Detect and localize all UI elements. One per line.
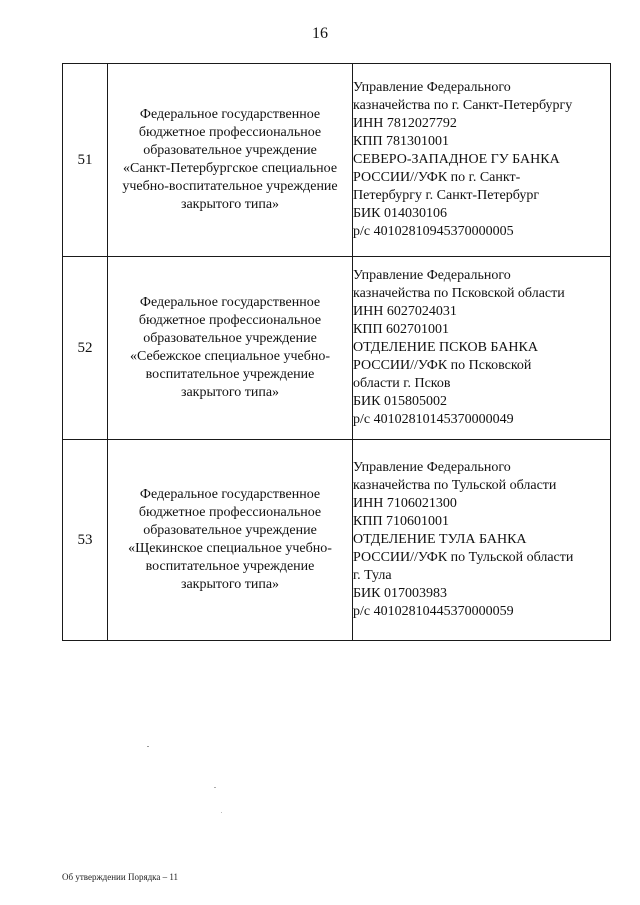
scan-speck xyxy=(214,787,216,788)
bank-details-line: Управление Федерального xyxy=(353,268,511,283)
organization-line: образовательное учреждение xyxy=(143,331,317,346)
organization-line: образовательное учреждение xyxy=(143,143,317,158)
requisites-table xyxy=(62,63,611,641)
bank-details-line: р/с 40102810445370000059 xyxy=(353,604,514,619)
organization-line: бюджетное профессиональное xyxy=(138,313,322,328)
bank-details-line: ОТДЕЛЕНИЕ ПСКОВ БАНКА xyxy=(353,340,538,355)
organization-cell xyxy=(108,257,353,440)
bank-details-line: Петербургу г. Санкт-Петербург xyxy=(353,188,540,203)
document-footer: Об утверждении Порядка – 11 xyxy=(62,872,179,882)
page-number: 16 xyxy=(312,25,328,42)
table-row xyxy=(63,440,611,641)
bank-details-line: области г. Псков xyxy=(353,376,451,391)
bank-details-line: РОССИИ//УФК по г. Санкт- xyxy=(353,170,521,185)
organization-line: закрытого типа» xyxy=(180,577,280,592)
organization-line: воспитательное учреждение xyxy=(145,559,315,574)
table-row xyxy=(63,257,611,440)
bank-details-line: казначейства по Тульской области xyxy=(353,478,557,493)
row-number: 53 xyxy=(63,440,108,641)
bank-details-line: ОТДЕЛЕНИЕ ТУЛА БАНКА xyxy=(353,532,527,547)
bank-details-line: Управление Федерального xyxy=(353,80,511,95)
bank-details-line: КПП 781301001 xyxy=(353,134,450,149)
organization-line: «Санкт-Петербургское специальное xyxy=(122,161,338,176)
bank-details-line: ИНН 7812027792 xyxy=(353,116,457,131)
bank-details-line: БИК 017003983 xyxy=(353,586,447,601)
bank-details-line: р/с 40102810145370000049 xyxy=(353,412,514,427)
bank-details-line: ИНН 7106021300 xyxy=(353,496,457,511)
bank-details-cell xyxy=(353,440,611,641)
organization-line: Федеральное государственное xyxy=(139,107,321,122)
scan-speck xyxy=(221,812,222,813)
bank-details-line: БИК 015805002 xyxy=(353,394,447,409)
bank-details-line: КПП 602701001 xyxy=(353,322,450,337)
table-row xyxy=(63,64,611,257)
organization-line: воспитательное учреждение xyxy=(145,367,315,382)
organization-line: образовательное учреждение xyxy=(143,523,317,538)
row-number: 51 xyxy=(63,64,108,257)
organization-line: бюджетное профессиональное xyxy=(138,505,322,520)
organization-line: бюджетное профессиональное xyxy=(138,125,322,140)
bank-details-line: РОССИИ//УФК по Тульской области xyxy=(353,550,574,565)
bank-details-line: КПП 710601001 xyxy=(353,514,450,529)
bank-details-cell xyxy=(353,257,611,440)
bank-details-line: г. Тула xyxy=(353,568,392,583)
bank-details-line: казначейства по г. Санкт-Петербургу xyxy=(353,98,573,113)
row-number: 52 xyxy=(63,257,108,440)
bank-details-line: Управление Федерального xyxy=(353,460,511,475)
organization-line: «Щекинское специальное учебно- xyxy=(128,541,332,556)
bank-details-line: БИК 014030106 xyxy=(353,206,447,221)
organization-line: «Себежское специальное учебно- xyxy=(129,349,330,364)
organization-cell xyxy=(108,440,353,641)
organization-line: учебно-воспитательное учреждение xyxy=(122,179,338,194)
bank-details-cell xyxy=(353,64,611,257)
organization-cell xyxy=(108,64,353,257)
organization-line: закрытого типа» xyxy=(180,385,280,400)
organization-line: Федеральное государственное xyxy=(139,295,321,310)
bank-details-line: РОССИИ//УФК по Псковской xyxy=(353,358,532,373)
scan-speck xyxy=(147,746,149,747)
bank-details-line: ИНН 6027024031 xyxy=(353,304,457,319)
bank-details-line: р/с 40102810945370000005 xyxy=(353,224,514,239)
organization-line: закрытого типа» xyxy=(180,197,280,212)
organization-line: Федеральное государственное xyxy=(139,487,321,502)
bank-details-line: казначейства по Псковской области xyxy=(353,286,565,301)
bank-details-line: СЕВЕРО-ЗАПАДНОЕ ГУ БАНКА xyxy=(353,152,560,167)
